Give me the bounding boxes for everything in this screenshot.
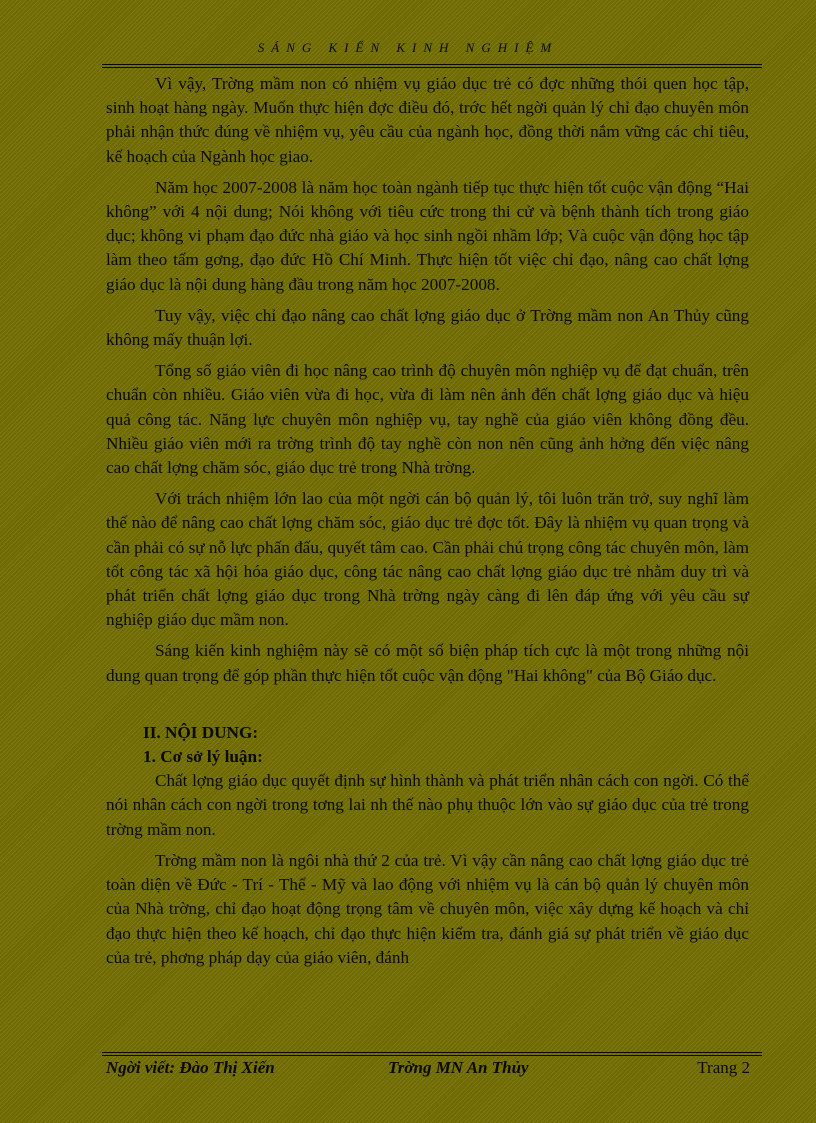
paragraph-1: Vì vậy, Trờng mầm non có nhiệm vụ giáo dục trẻ có đợc những thói quen học tập, sinh hoạt hàng ngày. Muốn thực hiện đợc điều đó, trớc hết ngời quản lý chỉ đạo chuyên môn phải nhận thức đúng về nhiệm vụ, yêu cầu của ngành học, đồng thời nắm vững các chỉ tiêu, kế hoạch của Ngành học giao. [106,74,749,166]
paragraph-8: Trờng mầm non là ngôi nhà thứ 2 của trẻ. Vì vậy cần nâng cao chất lợng giáo dục trẻ toàn diện về Đức - Trí - Thể - Mỹ và lao động với nhiệm vụ là cán bộ quản lý chuyên môn của Nhà trờng, chỉ đạo hoạt động trọng tâm về chuyên môn, việc xây dựng kế hoạch và chỉ đạo thực hiện theo kế hoạch, chỉ đạo thực hiện kiểm tra, đánh giá sự phát triển về giáo dục của trẻ, phơng pháp dạy của giáo viên, đánh [106,850,749,967]
header-rule-bottom [102,67,762,68]
footer-rule-bottom [102,1055,762,1056]
page-footer [106,1058,750,1082]
header-rule-top [102,64,762,65]
paragraph-4: Tổng số giáo viên đi học nâng cao trình độ chuyên môn nghiệp vụ để đạt chuẩn, trên chuẩn còn nhiều. Giáo viên vừa đi học, vừa đi làm nên ảnh đến chất lợng giáo dục và hiệu quả công tác. Năng lực chuyên môn nghiệp vụ, tay nghề của giáo viên không đồng đều. Nhiều giáo viên mới ra trờng trình độ tay nghề còn non nên cũng ảnh hởng đến việc nâng cao chất lợng chăm sóc, giáo dục trẻ trong Nhà trờng. [106,361,749,478]
subsection-heading: 1. Cơ sở lý luận: [143,747,263,767]
paragraph-2: Năm học 2007-2008 là năm học toàn ngành tiếp tục thực hiện tốt cuộc vận động “Hai không” với 4 nội dung; Nói không với tiêu cức trong thi cử và bệnh thành tích trong giáo dục; không vi phạm đạo đức nhà giáo và học sinh ngồi nhầm lớp; Và cuộc vận động học tập làm theo tấm gơng, đạo đức Hồ Chí Minh. Thực hiện tốt việc chỉ đạo, nâng cao chất lợng giáo dục là nội dung hàng đầu trong năm học 2007-2008. [106,177,749,294]
paragraph-3: Tuy vậy, việc chỉ đạo nâng cao chất lợng giáo dục ở Trờng mầm non An Thủy cũng không mấy thuận lợi. [106,305,749,350]
section-heading: II. NỘI DUNG: [143,722,259,742]
footer-rule-top [102,1052,762,1053]
paragraph-7: Chất lợng giáo dục quyết định sự hình thành và phát triển nhân cách con ngời. Có thể nói nhân cách con ngời trong tơng lai nh thế nào phụ thuộc lớn vào sự giáo dục của trẻ trong trờng mầm non. [106,771,749,839]
paragraph-5: Với trách nhiệm lớn lao của một ngời cán bộ quản lý, tôi luôn trăn trở, suy nghĩ làm thế nào để nâng cao chất lợng chăm sóc, giáo dục trẻ đợc tốt. Đây là nhiệm vụ quan trọng và cần phải có sự nỗ lực phấn đấu, quyết tâm cao. Cần phải chú trọng công tác chuyên môn, làm tốt công tác xã hội hóa giáo dục, công tác nâng cao chất lợng giáo dục trẻ nhằm duy trì và phát triển chất lợng giáo dục trong Nhà trờng ngày càng đi lên đáp ứng với yêu cầu sự nghiệp giáo dục mầm non. [106,489,749,630]
footer-school: Trờng MN An Thủy [388,1058,529,1077]
footer-author: Ngời viết: Đào Thị Xiến [106,1058,275,1077]
document-body [106,72,749,977]
page-header-title: SÁNG KIẾN KINH NGHIỆM [257,40,559,55]
paragraph-6: Sáng kiến kinh nghiệm này sẽ có một số biện pháp tích cực là một trong những nội dung quan trọng để góp phần thực hiện tốt cuộc vận động "Hai không" của Bộ Giáo dục. [106,641,749,685]
footer-page-number: Trang 2 [697,1058,750,1077]
section-spacer [106,695,749,721]
